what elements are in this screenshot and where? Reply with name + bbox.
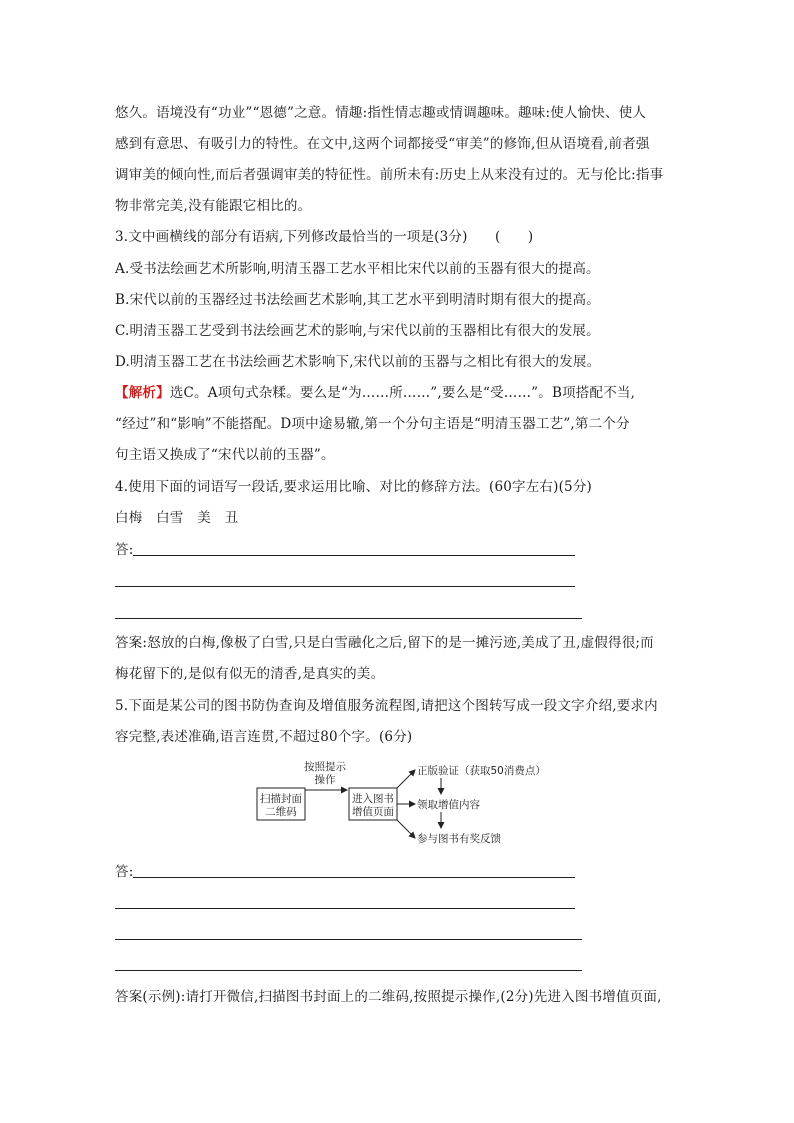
answer-blank-line — [115, 970, 582, 971]
question-5-stem: 5.下面是某公司的图书防伪查询及增值服务流程图,请把这个图转写成一段文字介绍,要求内 — [115, 698, 658, 714]
answer-blank-line — [133, 877, 575, 878]
question-3-stem: 3.文中画横线的部分有语病,下列修改最恰当的一项是(3分) ( ) — [115, 229, 534, 245]
answer-label: 答: — [115, 864, 134, 880]
answer-blank-line — [115, 586, 575, 587]
flow-box-scan-label: 扫描封面 — [260, 793, 302, 805]
answer-label: 答: — [115, 542, 134, 558]
answer-text: 梅花留下的,是似有似无的清香,是真实的美。 — [115, 666, 385, 682]
option-c: C.明清玉器工艺受到书法绘画艺术的影响,与宋代以前的玉器相比有很大的发展。 — [115, 323, 600, 339]
answer-blank-line — [115, 939, 582, 940]
flow-branch-verify: 正版验证（获取50消费点） — [417, 765, 546, 777]
answer-blank-line — [133, 555, 575, 556]
flow-branch-arrow — [397, 770, 415, 788]
answer-blank-line — [115, 908, 575, 909]
flow-arrow-label: 按照提示 — [304, 761, 346, 773]
option-a: A.受书法绘画艺术所影响,明清玉器工艺水平相比宋代以前的玉器有很大的提高。 — [115, 261, 600, 277]
analysis-line: 句主语又换成了“宋代以前的玉器”。 — [115, 447, 335, 463]
paragraph-line: 感到有意思、有吸引力的特性。在文中,这两个词都接受“审美”的修饰,但从语境看,前者强 — [115, 136, 650, 152]
paragraph-line: 悠久。语境没有“功业”“恩德”之意。情趣:指性情志趣或情调趣味。趣味:使人愉快、使人 — [115, 105, 647, 121]
answer-text: 答案:怒放的白梅,像极了白雪,只是白雪融化之后,留下的是一摊污迹,美成了丑,虚假得很;而 — [115, 635, 654, 651]
flow-box-enter-label: 进入图书 — [352, 793, 394, 805]
paragraph-line: 物非常完美,没有能跟它相比的。 — [115, 198, 312, 214]
analysis-tag: 【解析】 — [115, 385, 170, 401]
analysis-text: 选C。A项句式杂糅。要么是“为……所……”,要么是“受……”。B项搭配不当, — [169, 385, 636, 401]
flowchart-diagram — [255, 758, 575, 858]
analysis-line: “经过”和“影响”不能搭配。D项中途易辙,第一个分句主语是“明清玉器工艺”,第二个分 — [115, 416, 630, 432]
flow-box-scan-label: 二维码 — [265, 806, 297, 818]
flow-branch-feedback: 参与图书有奖反馈 — [417, 833, 501, 845]
word-list: 白梅 白雪 美 丑 — [115, 510, 239, 526]
analysis-line — [115, 383, 635, 403]
flow-branch-content: 领取增值内容 — [417, 799, 480, 811]
answer-blank-line — [115, 618, 582, 619]
answer-text: 答案(示例):请打开微信,扫描图书封面上的二维码,按照提示操作,(2分)先进入图书增值页面, — [115, 989, 662, 1005]
flow-arrow-label: 操作 — [314, 774, 336, 786]
flow-box-enter-label: 增值页面 — [352, 806, 394, 818]
option-d: D.明清玉器工艺在书法绘画艺术影响下,宋代以前的玉器与之相比有很大的发展。 — [115, 354, 601, 370]
flow-branch-arrow — [397, 820, 415, 838]
question-4-stem: 4.使用下面的词语写一段话,要求运用比喻、对比的修辞方法。(60字左右)(5分) — [115, 479, 593, 495]
question-5-stem: 容完整,表述准确,语言连贯,不超过80个字。(6分) — [115, 729, 413, 745]
paragraph-line: 调审美的倾向性,而后者强调审美的特征性。前所未有:历史上从来没有过的。无与伦比:指事 — [115, 167, 664, 183]
option-b: B.宋代以前的玉器经过书法绘画艺术影响,其工艺水平到明清时期有很大的提高。 — [115, 292, 600, 308]
